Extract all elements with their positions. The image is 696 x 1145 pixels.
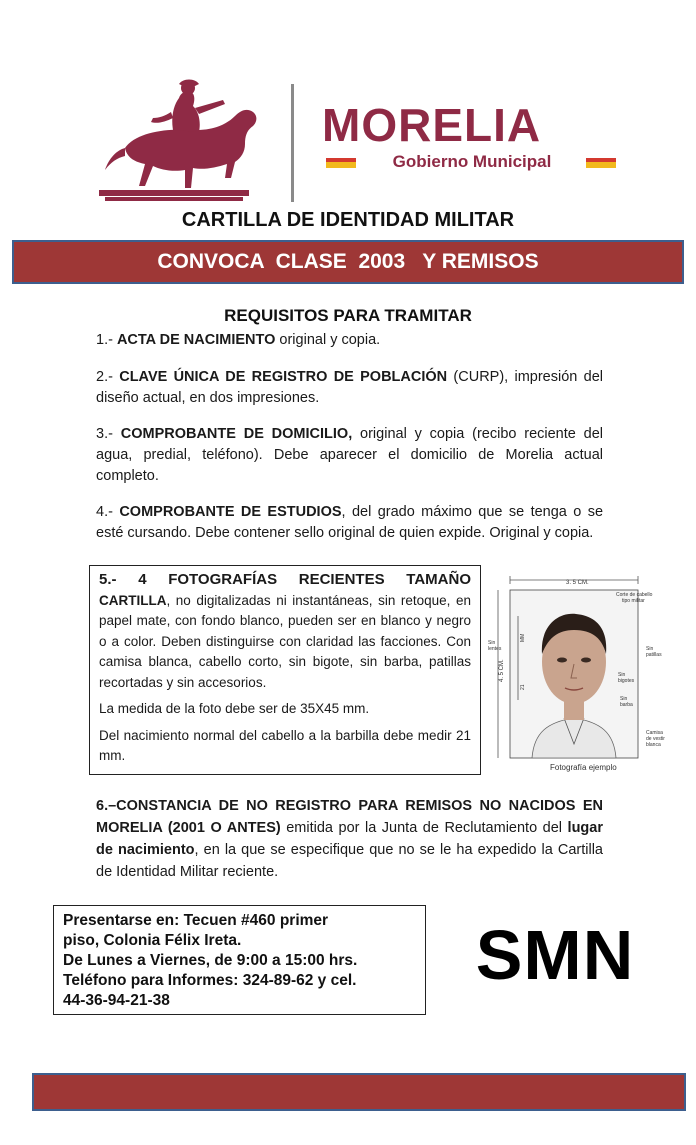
item-bold: CONSTANCIA DE NO REGISTRO PARA REMISOS NO NACIDOS EN MORELIA (2001 O ANTES) xyxy=(96,798,603,836)
banner-text: CONVOCA CLASE 2003 Y REMISOS xyxy=(157,250,539,273)
item-text: emitida por la Junta de Reclutamiento del xyxy=(280,820,568,836)
item-5-heading xyxy=(99,570,471,591)
item-number: 5.- xyxy=(99,571,139,588)
brand-subtitle: Gobierno Municipal xyxy=(392,152,552,171)
requirement-item-5-box xyxy=(89,565,481,775)
contact-info-text xyxy=(63,911,423,1011)
flag-stripe-left xyxy=(326,158,356,168)
requirement-item-1 xyxy=(96,330,603,351)
requirement-item-6 xyxy=(96,795,603,883)
contact-info-box xyxy=(53,905,426,1015)
requirement-item-2 xyxy=(96,367,603,409)
label-sin-lentes: Sin xyxy=(488,640,496,646)
phone-line: Teléfono para Informes: 324-89-62 y cel. xyxy=(63,972,357,989)
label-sin-barba-2: barba xyxy=(620,702,633,708)
label-sin-bigotes-2: bigotes xyxy=(618,678,635,684)
label-sin-barba: Sin xyxy=(620,696,628,702)
hairline-note: Del nacimiento normal del cabello a la barbilla debe medir 21 mm. xyxy=(99,727,471,763)
photo-caption: Fotografía ejemplo xyxy=(550,763,617,772)
flag-stripe-right xyxy=(586,158,616,168)
item-text: , del grado máximo que se tenga o se esté cursando. Debe contener sello original de quien expide. Original y copia. xyxy=(96,504,604,541)
item-text: original y copia (recibo reciente del agua, predial, teléfono). Debe aparecer el domicilio de Morelia actual completo. xyxy=(96,426,603,484)
item-bold: CLAVE ÚNICA DE REGISTRO DE POBLACIÓN xyxy=(119,369,448,385)
brand-name: MORELIA xyxy=(322,99,542,151)
logo-divider xyxy=(291,84,294,202)
footer-bar xyxy=(32,1073,686,1111)
item-text: (CURP), impresión del diseño actual, en dos impresiones. xyxy=(96,369,603,406)
label-camisa: Camisa xyxy=(646,730,663,736)
cell-line: 44-36-94-21-38 xyxy=(63,992,170,1009)
mm-value: 21 xyxy=(520,684,526,690)
address-line-2: piso, Colonia Félix Ireta. xyxy=(63,932,242,949)
item-bold: COMPROBANTE DE DOMICILIO, xyxy=(120,426,353,442)
label-sin-patillas-2: patillas xyxy=(646,652,662,658)
item-text: , no digitalizadas ni instantáneas, sin retoque, en papel mate, con fondo blanco, pueden ser en blanco y negro o a color. Deben distinguirse con claridad las facciones. Con camisa blanca, cabello corto, sin bigote, sin barba, patillas recortadas y sin accesorios. xyxy=(99,592,471,690)
label-sin-bigotes: Sin xyxy=(618,672,626,678)
photo-size-note: La medida de la foto debe ser de 35X45 mm. xyxy=(99,701,370,716)
item-number: 2.- xyxy=(96,369,120,385)
requirement-item-3 xyxy=(96,424,603,487)
announcement-banner xyxy=(12,240,684,284)
item-bold-2: CARTILLA xyxy=(99,592,167,608)
item-number: 1.- xyxy=(96,332,117,348)
label-sin-lentes-2: lentes xyxy=(488,646,502,652)
equestrian-statue-logo xyxy=(95,78,265,206)
document-title: CARTILLA DE IDENTIDAD MILITAR xyxy=(181,209,515,231)
requirement-item-4 xyxy=(96,502,603,544)
item-text: original y copia. xyxy=(275,332,381,348)
item-bold: 4 FOTOGRAFÍAS RECIENTES TAMAÑO xyxy=(138,571,471,588)
label-sin-patillas: Sin xyxy=(646,646,654,652)
smn-label: SMN xyxy=(475,916,635,994)
item-bold: ACTA DE NACIMIENTO xyxy=(116,332,276,348)
label-corte: Corte de cabello xyxy=(616,592,653,598)
requirements-heading: REQUISITOS PARA TRAMITAR xyxy=(224,306,472,325)
height-label: 4. 5 CM. xyxy=(499,659,505,682)
label-camisa-3: blanca xyxy=(646,742,661,748)
mm-label: MM xyxy=(520,633,526,642)
width-label: 3. 5 CM. xyxy=(566,580,589,586)
schedule-line: De Lunes a Viernes, de 9:00 a 15:00 hrs. xyxy=(63,952,358,969)
item-bold: COMPROBANTE DE ESTUDIOS xyxy=(119,504,342,520)
label-camisa-2: de vestir xyxy=(646,736,665,742)
item-bold-2: lugar de nacimiento xyxy=(96,820,603,858)
brand-subtitle-row xyxy=(322,152,622,178)
item-text-2: , en la que se especifique que no se le ha expedido la Cartilla de Identidad Militar reciente. xyxy=(96,842,603,880)
item-number: 6.– xyxy=(96,798,117,814)
item-number: 4.- xyxy=(96,504,120,520)
address-line-1: Presentarse en: Tecuen #460 primer xyxy=(63,912,329,929)
item-number: 3.- xyxy=(96,426,121,442)
photo-example-diagram xyxy=(488,572,688,777)
item-5-text xyxy=(99,570,471,767)
label-corte-2: tipo militar xyxy=(622,598,645,604)
